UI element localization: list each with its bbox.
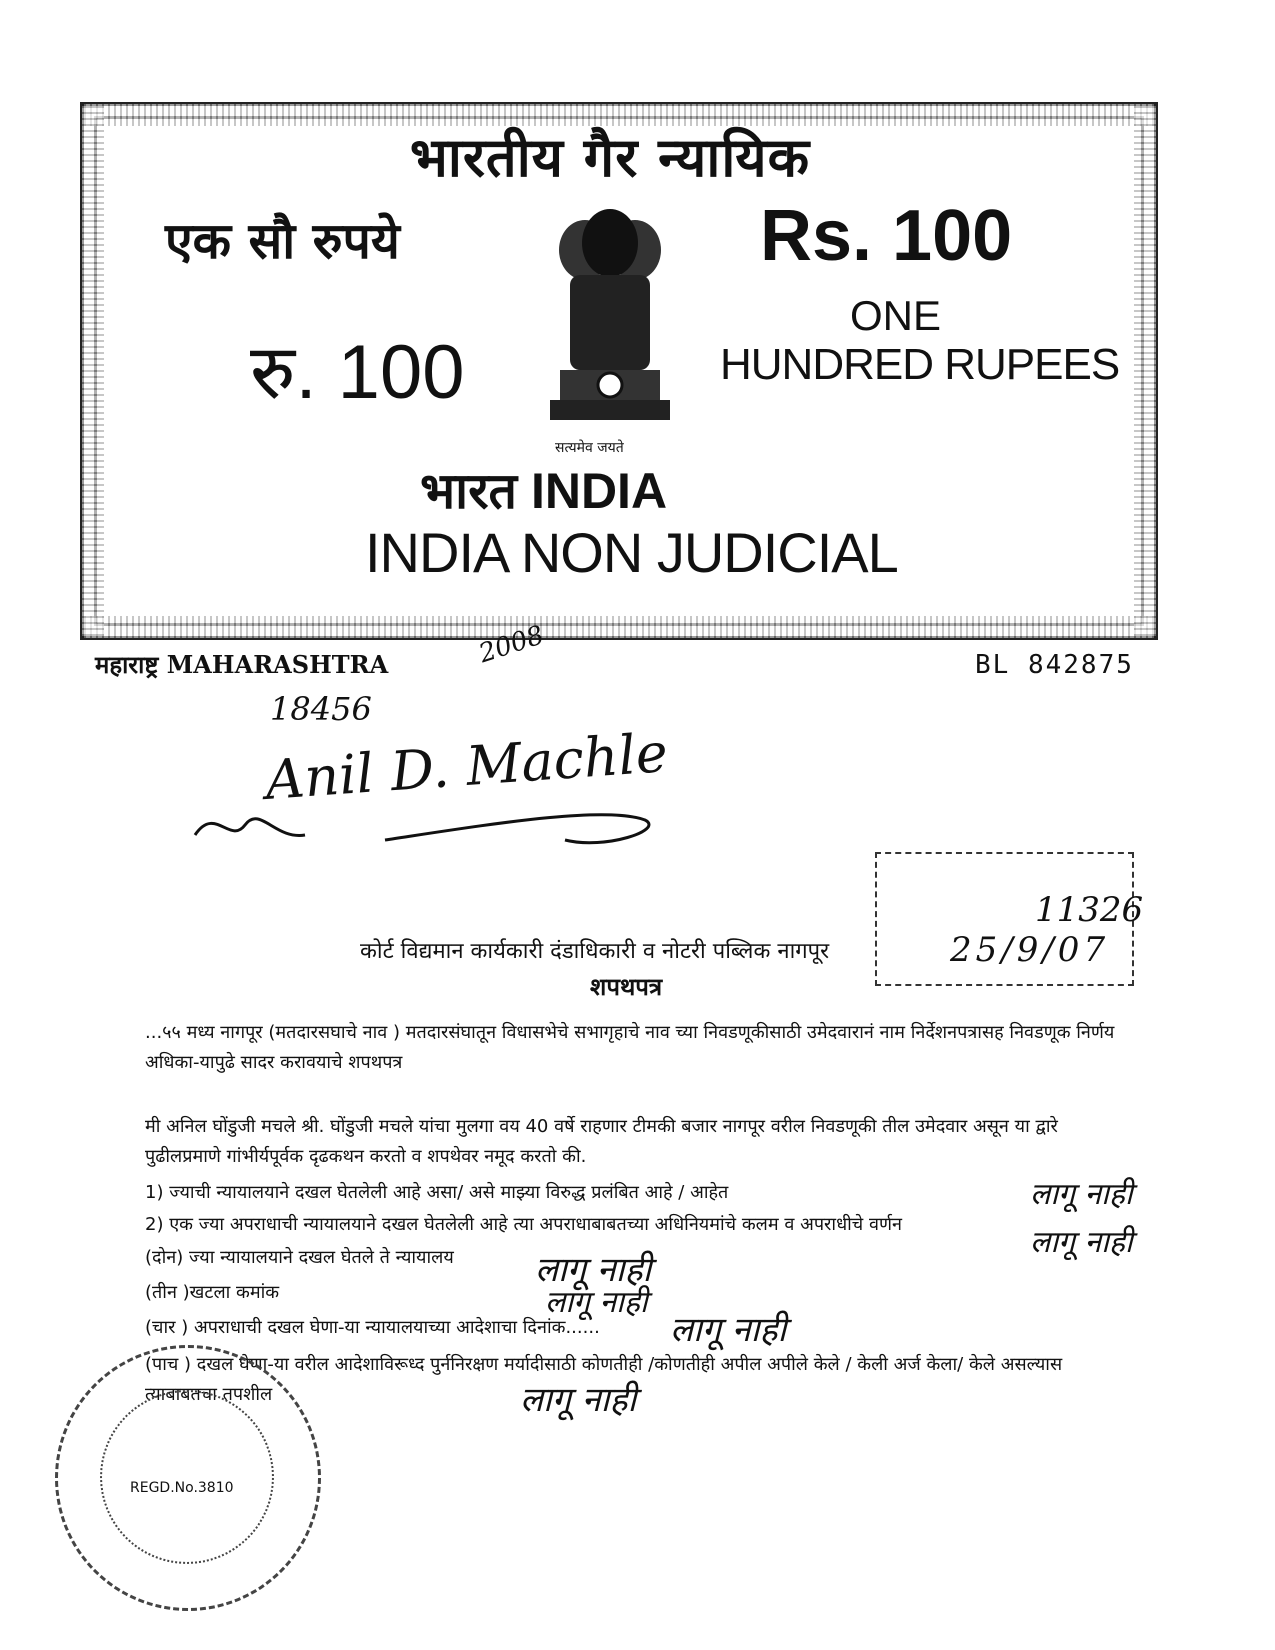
maharashtra-label: महाराष्ट्र MAHARASHTRA	[95, 650, 389, 679]
notary-entry-no: 11326	[1035, 890, 1144, 930]
handwritten-number: 18456	[270, 690, 372, 728]
document-title: शपथपत्र	[590, 973, 663, 1001]
signature-scribble	[185, 795, 705, 865]
stamp-satyamev-jayate: सत्यमेव जयते	[555, 440, 624, 456]
item-label: 1) ज्याची न्यायालयाने दखल घेतलेली आहे असा/ असे माझ्या विरुद्ध प्रलंबित आहे / आहेत	[145, 1182, 729, 1203]
stamp-ru-100: रु. 100	[250, 330, 465, 415]
date-stamp: 2008	[475, 620, 548, 670]
stamp-one: ONE	[850, 292, 942, 339]
court-line: कोर्ट विद्यमान कार्यकारी दंडाधिकारी व नोटरी पब्लिक नागपूर	[360, 939, 830, 964]
stamp-border-left	[82, 106, 104, 636]
stamp-hundred-rupees: HUNDRED RUPEES	[720, 340, 1120, 389]
item-answer: लागू नाही	[1030, 1225, 1133, 1260]
seal-regd-number: REGD.No.3810	[130, 1480, 234, 1496]
item-label: (पाच ) दखल घेणा-या वरील आदेशाविरूध्द पुर्ननिरक्षण मर्यादीसाठी कोणतीही /कोणतीही अपील अपीले केले / केली अर्ज केला/ केले असल्यास त्याबाबतचा तपशील	[145, 1354, 1063, 1405]
notary-date: 25/9/07	[950, 930, 1110, 970]
item-row	[145, 1315, 600, 1339]
item-answer: लागू नाही	[520, 1380, 637, 1420]
item-label: (तीन )खटला कमांक	[145, 1282, 280, 1303]
stamp-border-bottom	[84, 616, 1154, 638]
item-row	[145, 1212, 1025, 1236]
item-answer: लागू नाही	[1030, 1177, 1133, 1212]
stamp-ek-sau-rupaye: एक सौ रुपये	[165, 211, 400, 270]
national-emblem-icon	[540, 205, 680, 435]
handwritten-name: Anil D. Machle	[263, 721, 670, 812]
item-answer: लागू नाही	[670, 1310, 787, 1350]
serial-code: BL 842875	[975, 650, 1134, 680]
stamp-hindi-heading: भारतीय गैर न्यायिक	[409, 125, 811, 189]
item-row	[145, 1245, 454, 1269]
item-answer: लागू नाही	[545, 1285, 648, 1320]
stamp-rs-100: Rs. 100	[760, 196, 1013, 276]
item-row	[145, 1180, 1025, 1204]
item-label: 2) एक ज्या अपराधाची न्यायालयाने दखल घेतलेली आहे त्या अपराधाबाबतच्या अधिनियमांचे कलम व अपराधीचे वर्णन	[145, 1214, 902, 1235]
item-row	[145, 1280, 279, 1304]
item-label: (दोन) ज्या न्यायालयाने दखल घेतले ते न्यायालय	[145, 1247, 454, 1268]
paragraph-declaration: मी अनिल घोंडुजी मचले श्री. घोंडुजी मचले यांचा मुलगा वय 40 वर्षे राहणार टीमकी बजार नागपूर वरील निवडणूकी तील उमेदवार असून या द्वारे पुढीलप्रमाणे गांभीर्यपूर्वक दृढकथन करतो व शपथेवर नमूद करतो की.	[145, 1116, 1058, 1167]
item-label: (चार ) अपराधाची दखल घेणा-या न्यायालयाच्या आदेशाचा दिनांक......	[145, 1317, 600, 1338]
round-notary-seal-inner	[100, 1390, 274, 1564]
stamp-border-right	[1134, 106, 1156, 636]
item-answer: लागू नाही	[535, 1250, 652, 1290]
paragraph-constituency: ...५५ मध्य नागपूर (मतदारसघाचे नाव ) मतदारसंघातून विधासभेचे सभागृहाचे नाव च्या निवडणूकीसाठी उमेदवारानं नाम निर्देशनपत्रासह निवडणूक निर्णय अधिका-यापुढे सादर करावयाचे शपथपत्र	[145, 1022, 1115, 1073]
stamp-india-non-judicial: INDIA NON JUDICIAL	[365, 521, 898, 584]
stamp-bharat-india: भारत INDIA	[420, 463, 668, 519]
